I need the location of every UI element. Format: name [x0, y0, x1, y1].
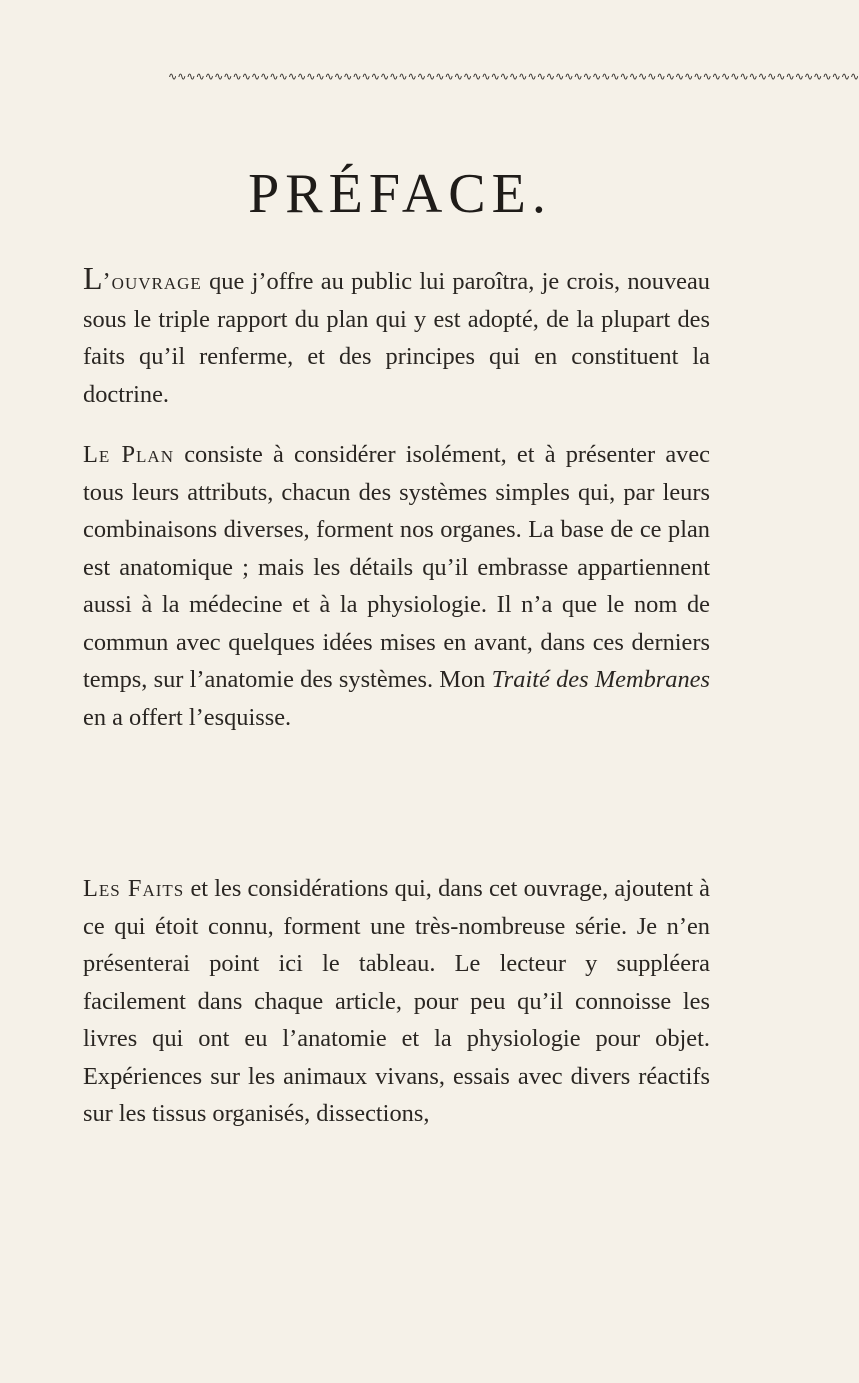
paragraph-2-lead: Le Plan [83, 441, 174, 468]
cited-work-title: Traité des Membranes [491, 666, 710, 693]
paragraph-2-text: consiste à considérer isolément, et à présenter avec tous leurs attributs, chacun des systèmes simples qui, par leurs combinaisons diverses, forment nos organes. La base de ce plan est anatomique ; mais les détails qu’il embrasse appartiennent aussi à la médecine et à la physiologie. Il n’a que le nom de commun avec quelques idées mises en avant, dans ces derniers temps, sur l’anatomie des systèmes. Mon [83, 441, 710, 693]
paragraph-3-text: et les considérations qui, dans cet ouvrage, ajoutent à ce qui étoit connu, forment une très-nombreuse série. Je n’en présenterai point ici le tableau. Le lecteur y suppléera facilement dans chaque article, pour peu qu’il connoisse les livres qui ont eu l’anatomie et la physiologie pour objet. Expériences sur les animaux vivans, essais avec divers réactifs sur les tissus organisés, dissections, [83, 875, 710, 1127]
paragraph-3 [83, 870, 710, 1133]
paragraph-1-text: que j’offre au public lui paroîtra, je crois, nouveau sous le triple rapport du plan qui y est adopté, de la plupart des faits qu’il renferme, et des principes qui en constituent la doctrine. [83, 268, 710, 408]
paragraph-1 [83, 262, 710, 413]
paragraph-1-lead: ’ouvrage [102, 268, 202, 295]
paragraph-3-lead: Les Faits [83, 875, 185, 902]
drop-cap: L [83, 260, 103, 296]
paragraph-2-text-end: en a offert l’esquisse. [83, 703, 292, 731]
ornamental-rule: ∿∿∿∿∿∿∿∿∿∿∿∿∿∿∿∿∿∿∿∿∿∿∿∿∿∿∿∿∿∿∿∿∿∿∿∿∿∿∿∿∿∿∿∿∿∿∿∿∿∿∿∿∿∿∿∿∿∿∿∿∿∿∿∿∿∿∿∿∿∿∿∿∿∿∿ [168, 70, 859, 83]
page-title: PRÉFACE. [248, 162, 552, 225]
paragraph-2 [83, 436, 710, 736]
